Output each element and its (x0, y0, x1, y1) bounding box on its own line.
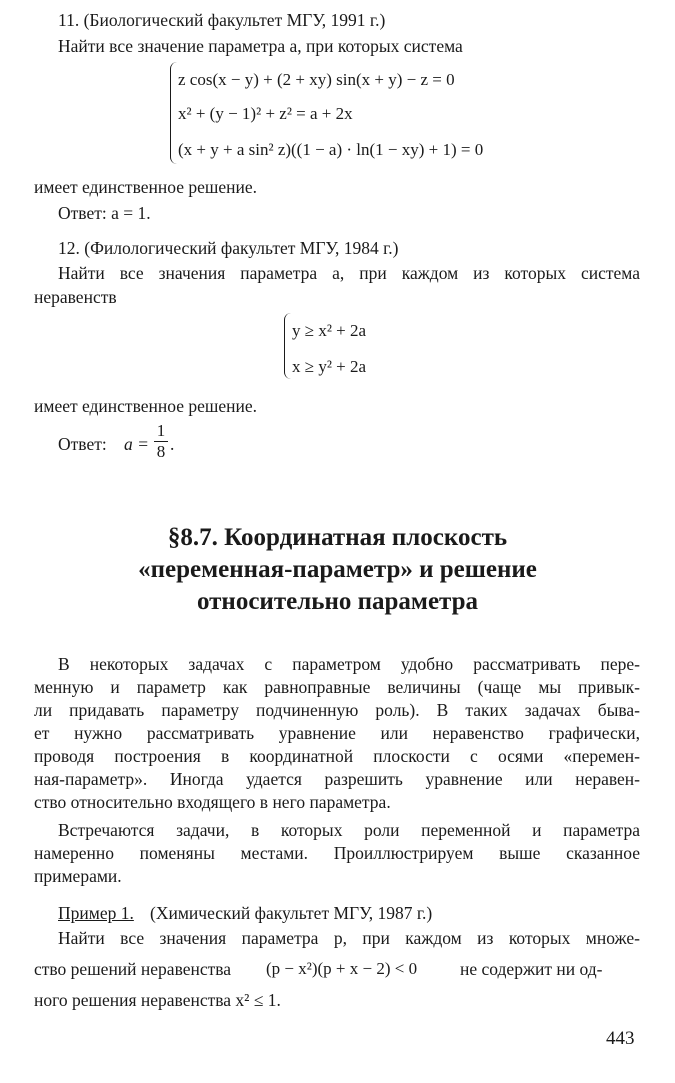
para2-line3: примерами. (34, 866, 122, 886)
system-brace (170, 62, 177, 164)
problem11-eq2: x² + (y − 1)² + z² = a + 2x (178, 104, 353, 123)
fraction-denominator: 8 (154, 441, 168, 462)
para1-line3: ли придавать параметру подчиненную роль). В таких задачах быва- (34, 700, 640, 720)
inequality-brace (284, 313, 291, 379)
example1-inequality: (p − x²)(p + x − 2) < 0 (266, 959, 418, 978)
para2-line1: Встречаются задачи, в которых роли переменной и параметра (58, 820, 640, 840)
para2-line2: намеренно поменяны местами. Проиллюстрируем выше сказанное (34, 843, 640, 863)
problem12-statement-line1: Найти все значения параметра a, при каждом из которых система (58, 263, 640, 283)
problem11-answer: Ответ: a = 1. (58, 203, 151, 223)
problem12-eq1: y ≥ x² + 2a (292, 321, 367, 340)
para1-line1: В некоторых задачах с параметром удобно рассматривать пере- (58, 654, 640, 674)
section-title-line3: относительно параметра (196, 588, 479, 615)
example1-line2-start: ство решений неравенства (34, 959, 232, 979)
problem11-eq3: (x + y + a sin² z)((1 − a) · ln(1 − xy) + 1) = 0 (178, 140, 484, 159)
section-title-line1: §8.7. Координатная плоскость (167, 524, 508, 551)
problem12-answer-tail: . (170, 434, 175, 454)
example1-line2-end: не содержит ни од- (460, 959, 603, 979)
problem12-statement-line2: неравенств (34, 287, 117, 307)
problem11-eq1: z cos(x − y) + (2 + xy) sin(x + y) − z = 0 (178, 70, 455, 89)
example1-line3: ного решения неравенства x² ≤ 1. (34, 990, 281, 1010)
example1-header: (Химический факультет МГУ, 1987 г.) (150, 903, 433, 923)
answer-fraction (154, 421, 168, 462)
section-title-line2: «переменная-параметр» и решение (138, 556, 537, 583)
problem12-eq2: x ≥ y² + 2a (292, 357, 367, 376)
problem12-after: имеет единственное решение. (34, 396, 257, 416)
page-number: 443 (606, 1028, 635, 1049)
para1-line4: ет нужно рассматривать уравнение или неравенство графически, (34, 723, 640, 743)
problem12-answer-label: Ответ: (58, 434, 107, 454)
problem12-header: 12. (Филологический факультет МГУ, 1984 г.) (58, 238, 399, 258)
fraction-numerator: 1 (156, 421, 166, 440)
para1-line5: проводя построения в координатной плоскости с осями «перемен- (34, 746, 640, 766)
problem11-statement: Найти все значение параметра a, при которых система (58, 36, 463, 56)
example1-line1: Найти все значения параметра p, при каждом из которых множе- (58, 928, 640, 948)
para1-line7: ство относительно входящего в него параметра. (34, 792, 391, 812)
problem12-answer-var: a = (124, 434, 149, 454)
para1-line6: ная-параметр». Иногда удается разрешить уравнение или неравен- (34, 769, 640, 789)
para1-line2: менную и параметр как равноправные величины (чаще мы привык- (34, 677, 640, 697)
problem11-after: имеет единственное решение. (34, 177, 257, 197)
example1-label: Пример 1. (58, 903, 134, 923)
problem11-header: 11. (Биологический факультет МГУ, 1991 г.) (58, 10, 386, 30)
